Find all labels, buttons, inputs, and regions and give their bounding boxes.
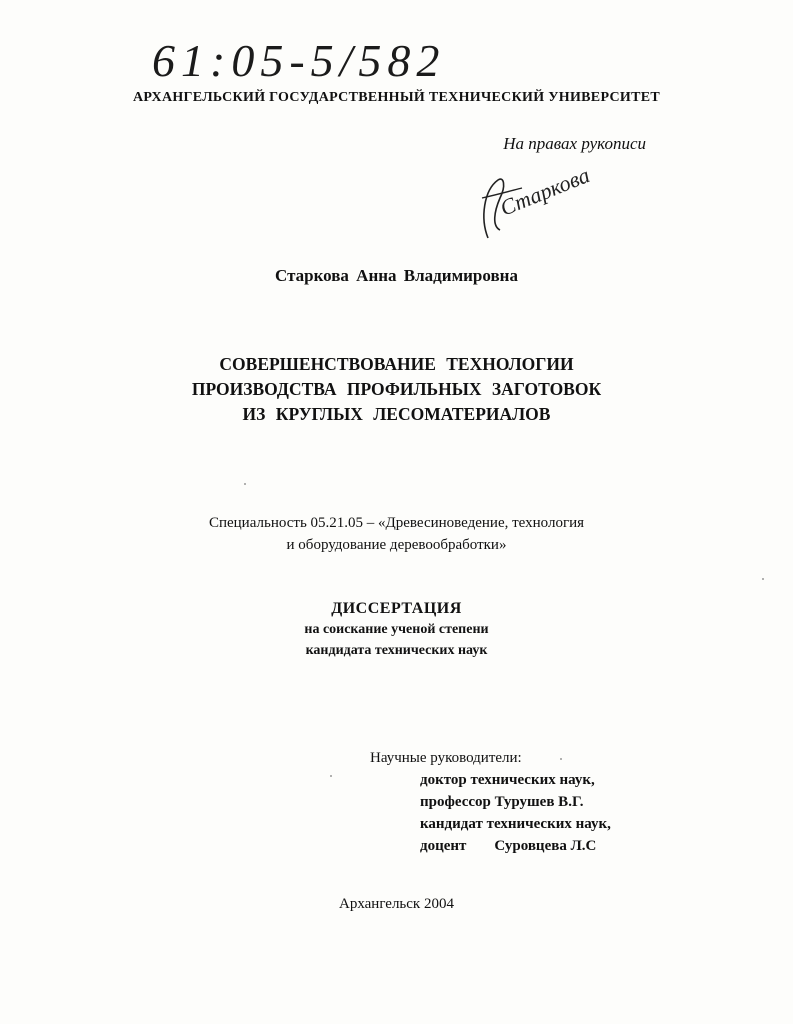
title-line: ИЗ КРУГЛЫХ ЛЕСОМАТЕРИАЛОВ [242,404,551,424]
title-line: СОВЕРШЕНСТВОВАНИЕ ТЕХНОЛОГИИ [219,354,574,374]
author-name: Старкова Анна Владимировна [275,266,518,285]
handwritten-catalog-number [150,18,490,88]
dissertation-block [0,598,793,661]
dissertation-heading: ДИССЕРТАЦИЯ [331,600,462,617]
advisor-line: профессор Турушев В.Г. [420,794,584,810]
signature-graphic [470,168,600,248]
scan-speck [244,483,246,485]
advisor-line [370,835,611,857]
catalog-number-text: 61:05-5/582 [152,35,446,86]
university-name: АРХАНГЕЛЬСКИЙ ГОСУДАРСТВЕННЫЙ ТЕХНИЧЕСКИЙ УНИВЕРСИТЕТ [133,90,660,105]
rights-note: На правах рукописи [503,134,646,153]
advisor-line: доктор технических наук, [420,772,595,788]
advisors-block [370,747,611,857]
scan-speck [330,775,332,777]
advisor-line: кандидат технических наук, [420,816,611,832]
scan-speck [560,758,562,760]
degree-line-1: на соискание ученой степени [304,622,489,637]
specialty-line: и оборудование деревообработки» [286,537,507,553]
advisor-name: Суровцева Л.С [494,838,597,854]
title-line: ПРОИЗВОДСТВА ПРОФИЛЬНЫХ ЗАГОТОВОК [191,379,602,399]
signature [470,168,600,248]
advisors-label: Научные руководители: [370,750,522,766]
specialty-line: Специальность 05.21.05 – «Древесиноведение, технология [208,515,585,531]
scan-speck [762,578,764,580]
advisor-role: доцент [420,838,467,854]
specialty [0,512,793,556]
city-year: Архангельск 2004 [339,896,454,912]
degree-line-2: кандидата технических наук [305,643,488,658]
dissertation-title [0,352,793,427]
catalog-number [150,18,490,88]
signature-text: Старкова [496,168,594,221]
